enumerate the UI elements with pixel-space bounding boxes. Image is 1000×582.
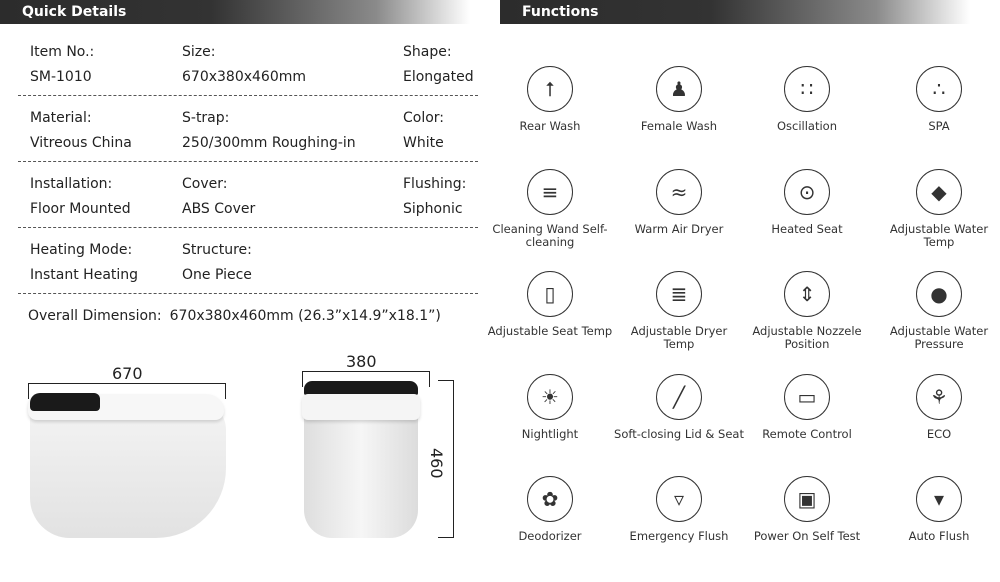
detail-value: ABS Cover [182,201,256,217]
detail-label: Item No.: [30,44,95,60]
emergency-flush-icon: ▿ [656,476,702,522]
detail-value: 670x380x460mm [182,69,307,85]
function-item [874,476,1000,543]
overall-dimension [28,308,441,324]
detail-label: Flushing: [403,176,467,192]
width-dimension: 380 [346,352,377,371]
remote-control-icon: ▭ [784,374,830,420]
function-label: Adjustable Water Temp [889,222,989,249]
eco-icon: ⚘ [916,374,962,420]
function-label: Power On Self Test [753,529,861,543]
function-item [742,476,872,543]
function-item [485,271,615,338]
function-label: ECO [926,427,952,441]
self-test-icon: ▣ [784,476,830,522]
function-item [874,66,1000,133]
function-item [614,374,744,441]
heated-seat-icon: ⊙ [784,169,830,215]
detail-value: White [403,135,444,151]
toilet-front-control-panel [304,381,418,395]
detail-value: Siphonic [403,201,463,217]
function-label: Oscillation [776,119,838,133]
water-pressure-icon: ● [916,271,962,317]
function-label: Auto Flush [908,529,970,543]
function-item [614,271,744,351]
function-item [874,271,1000,351]
detail-value: Vitreous China [30,135,132,151]
height-dimension: 460 [427,448,446,479]
detail-value: Instant Heating [30,267,139,283]
function-label: Adjustable Seat Temp [487,324,613,338]
female-wash-icon: ♟ [656,66,702,112]
detail-label: Installation: [30,176,113,192]
quick-details-header: Quick Details [0,0,470,24]
dryer-temp-icon: ≣ [656,271,702,317]
deodorizer-icon: ✿ [527,476,573,522]
detail-label: Material: [30,110,92,126]
oscillation-icon: ∷ [784,66,830,112]
detail-label: Cover: [182,176,228,192]
function-item [485,374,615,441]
function-label: Nightlight [521,427,579,441]
function-label: Female Wash [640,119,718,133]
spa-icon: ∴ [916,66,962,112]
detail-label: Color: [403,110,445,126]
function-label: Emergency Flush [629,529,729,543]
detail-value: SM-1010 [30,69,92,85]
function-label: Adjustable Water Pressure [889,324,989,351]
nozzle-position-icon: ⇕ [784,271,830,317]
water-temp-icon: ◆ [916,169,962,215]
toilet-front-view [304,410,418,538]
detail-value: Elongated [403,69,474,85]
detail-value: One Piece [182,267,252,283]
function-item [742,271,872,351]
function-item [874,169,1000,249]
detail-label: Shape: [403,44,452,60]
toilet-side-control-panel [30,393,100,411]
soft-close-icon: ╱ [656,374,702,420]
function-label: Adjustable Dryer Temp [630,324,728,351]
function-item [485,476,615,543]
function-label: Heated Seat [771,222,843,236]
detail-value: Floor Mounted [30,201,131,217]
cleaning-wand-icon: ≡ [527,169,573,215]
function-item [485,66,615,133]
details-row [18,162,478,228]
function-item [614,66,744,133]
detail-value: 250/300mm Roughing-in [182,135,356,151]
detail-label: Size: [182,44,216,60]
function-label: Deodorizer [518,529,582,543]
nightlight-icon: ☀ [527,374,573,420]
function-item [485,169,615,249]
function-item [874,374,1000,441]
function-label: Remote Control [762,427,852,441]
functions-header: Functions [500,0,970,24]
auto-flush-icon: ▾ [916,476,962,522]
function-label: SPA [928,119,950,133]
length-dimension: 670 [112,364,143,383]
function-label: Warm Air Dryer [634,222,724,236]
air-dryer-icon: ≈ [656,169,702,215]
function-item [614,169,744,236]
detail-label: Heating Mode: [30,242,133,258]
detail-label: S-trap: [182,110,230,126]
details-row [18,228,478,294]
function-item [742,66,872,133]
overall-dimension-value: 670x380x460mm (26.3”x14.9”x18.1”) [169,308,441,324]
function-label: Adjustable Nozzele Position [752,324,862,351]
detail-label: Structure: [182,242,252,258]
details-row [18,96,478,162]
toilet-side-view [30,400,226,538]
function-label: Soft-closing Lid & Seat [614,427,744,441]
rear-wash-icon: ⭡ [527,66,573,112]
overall-dimension-label: Overall Dimension: [28,308,162,324]
toilet-front-lid [302,394,420,420]
seat-temp-icon: ▯ [527,271,573,317]
function-label: Cleaning Wand Self-cleaning [492,222,608,249]
function-item [742,374,872,441]
details-row [18,30,478,96]
function-item [614,476,744,543]
function-label: Rear Wash [519,119,581,133]
function-item [742,169,872,236]
